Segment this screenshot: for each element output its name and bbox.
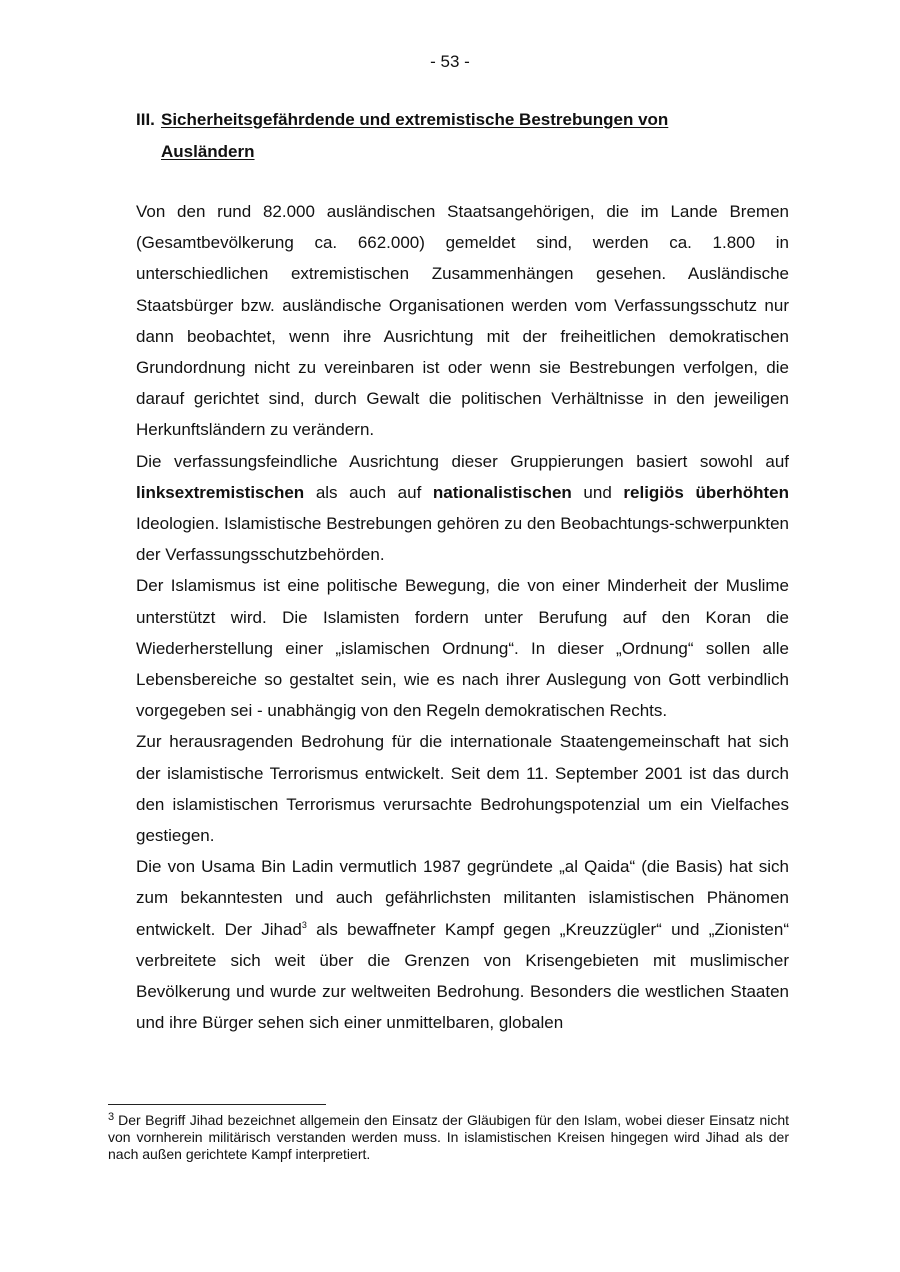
section-heading-line-1 [136,104,796,136]
page-number: - 53 - [430,52,470,71]
section-heading-line-2 [136,136,796,168]
paragraph-2-bold-3: religiös überhöhten [623,482,789,502]
paragraph-3: Der Islamismus ist eine politische Bewegung, die von einer Minderheit der Muslime unterstützt wird. Die Islamisten fordern unter Berufung auf den Koran die Wiederherstellung einer „islamischen Ordnung“. In dieser „Ordnung“ sollen alle Lebensbereiche so gestaltet sein, wie es nach ihrer Auslegung von Gott verbindlich vorgegeben sei - unabhängig von den Regeln demokratischen Rechts. [136,576,789,721]
paragraph-2-bold-1: linksextremistischen [136,482,305,502]
section-title-part-1: Sicherheitsgefährdende und extremistische Bestrebungen von [161,110,669,129]
footnote-separator [108,1104,326,1105]
paragraph-2-text-2: als auch auf [304,482,433,502]
paragraph-4: Zur herausragenden Bedrohung für die internationale Staatengemeinschaft hat sich der islamistische Terrorismus entwickelt. Seit dem 11. September 2001 ist das durch den islamistischen Terrorismus verursachte Bedrohungspotenzial um ein Vielfaches gestiegen. [136,732,789,846]
footnote-reference: 3 [301,919,307,930]
section-heading [136,104,796,168]
paragraph-2-text-4: Ideologien. Islamistische Bestrebungen gehören zu den Beobachtungs-schwerpunkten der Verfassungsschutzbehörden. [136,514,789,565]
paragraph-2-bold-2: nationalistischen [432,482,572,502]
body-text [136,196,789,1038]
footnote [108,1112,789,1163]
paragraph-5-text-1: Die von Usama Bin Ladin vermutlich 1987 gegründete „al Qaida“ (die Basis) hat sich zum bekanntesten und auch gefährlichsten militanten islamistischen Phänomen entwickelt. Der Jihad [136,857,789,939]
paragraph-1: Von den rund 82.000 ausländischen Staatsangehörigen, die im Lande Bremen (Gesamtbevölkerung ca. 662.000) gemeldet sind, werden ca. 1.800 in unterschiedlichen extremistischen Zusammenhängen gesehen. Ausländische Staatsbürger bzw. ausländische Organisationen werden vom Verfassungsschutz nur dann beobachtet, wenn ihre Ausrichtung mit der freiheitlichen demokratischen Grundordnung nicht zu vereinbaren ist oder wenn sie Bestrebungen verfolgen, die darauf gerichtet sind, durch Gewalt die politischen Verhältnisse in den jeweiligen Herkunftsländern zu verändern. [136,202,789,440]
paragraph-2 [136,446,789,571]
paragraph-2-text-1: Die verfassungsfeindliche Ausrichtung dieser Gruppierungen basiert sowohl auf [136,451,789,471]
section-number: III. [136,110,155,129]
section-title-part-2: Ausländern [161,142,255,161]
paragraph-2-text-3: und [571,482,624,502]
paragraph-5-text-2: als bewaffneter Kampf gegen „Kreuzzügler“ und „Zionisten“ verbreitete sich weit über die Grenzen von Krisengebieten mit muslimischer Bevölkerung und wurde zur weltweiten Bedrohung. Besonders die westlichen Staaten und ihre Bürger sehen sich einer unmittelbaren, globalen [136,919,789,1033]
footnote-text: Der Begriff Jihad bezeichnet allgemein den Einsatz der Gläubigen für den Islam, wobei dieser Einsatz nicht von vornherein militärisch verstanden werden muss. In islamistischen Kreisen hingegen wird Jihad als der nach außen gerichtete Kampf interpretiert. [108,1112,789,1162]
footnote-marker: 3 [108,1111,115,1123]
paragraph-5 [136,851,789,1038]
